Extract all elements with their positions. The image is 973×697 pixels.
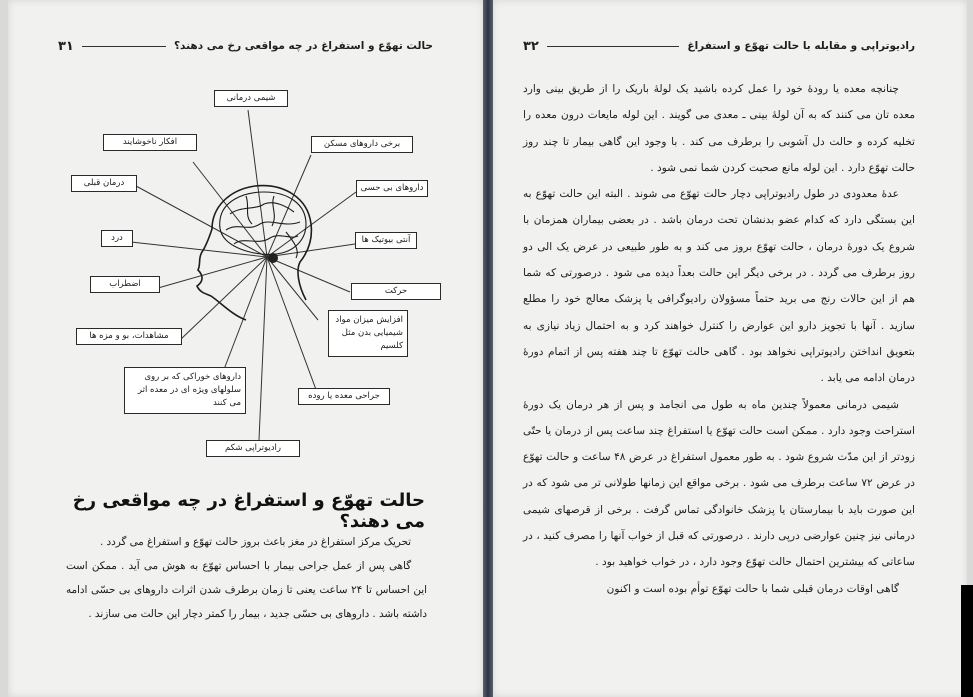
label-past-treatment: درمان قبلی xyxy=(71,175,137,192)
left-page-number: ۳۱ xyxy=(58,38,74,54)
label-abdominal-radiotherapy: رادیوتراپی شکم xyxy=(206,440,300,457)
paragraph: گاهی پس از عمل جراحی بیمار با احساس تهوّع به هوش می آید . ممکن است این احساس تا ۲۴ ساعت یعنی تا زمان برطرف شدن اثرات داروهای بی حسّی ادامه داشته باشد . داروهای بی حسّی جدید ، بیمار را کمتر دچار این حالت می سازند . xyxy=(66,560,427,620)
paragraph: چنانچه معده یا رودهٔ خود را عمل کرده باشید یک لولهٔ باریک را از طریق بینی وارد معده تان می کنند که به آن لولهٔ بینی ـ معدی می گویند . این لوله مایعات درون معده را تخلیه کرده و حالت دل آشوبی را برطرف می کند . با وجود این گاهی بیمار تا چند روز حالت تهوّع دارد . این لوله مانع صحبت کردن شما نمی شود . xyxy=(523,83,915,174)
right-page-number: ۳۲ xyxy=(523,38,539,54)
vomiting-center-marker xyxy=(268,253,278,263)
paragraph: شیمی درمانی معمولاً چندین ماه به طول می انجامد و پس از هر درمان یک دورهٔ استراحت وجود دارد . ممکن است حالت تهوّع یا استفراغ چند ساعت پس از درمان یا حتّی زودتر از این مدّت شروع شود . به طور معمول استفراغ در عرض ۴۸ ساعت و حالت تهوّع در عرض ۷۲ ساعت برطرف می شود . برخی مواقع این زمانها طولانی تر می شود که در این صورت باید با بیمارستان یا پزشک خانوادگی تماس گرفت . برخی از قرصهای شیمی درمانی نیز چنین عوارضی درپی دارند . درصورتی که قبل از خواب آنها را مصرف کنید ، در ساعاتی که بیشترین احتمال حالت تهوّع وجود دارد ، در خواب خواهید بود . xyxy=(523,398,915,569)
left-running-head-title: حالت تهوّع و استفراغ در چه مواقعی رخ می دهند؟ xyxy=(173,40,433,52)
left-page-body xyxy=(66,530,427,626)
right-page xyxy=(493,0,967,697)
running-head-rule xyxy=(547,46,680,47)
label-sedatives: برخی داروهای مسکن xyxy=(311,136,413,153)
label-antibiotics: آنتی بیوتیک ها xyxy=(355,232,417,249)
vomiting-causes-diagram xyxy=(8,0,483,480)
paragraph: عدهٔ معدودی در طول رادیوتراپی دچار حالت تهوّع می شوند . البته این حالت تهوّع به این بستگی دارد که کدام عضو بدنشان تحت درمان باشد . در بعضی بیماران همزمان با شروع یک دورهٔ درمان ، حالت تهوّع بروز می کند و به طور طبیعی در عرض یک الی دو روز برطرف می گردد . در برخی دیگر این حالت بعداً دیده می شود . درصورتی که شما هم از این حالات رنج می برید حتماً مسؤولان رادیوگرافی یا پزشک معالج خود را مطلع سازید . آنها با تجویز دارو این عوارض را کنترل خواهند کرد و به احتمال زیاد نیازی به بتعویق انداختن رادیوتراپی نخواهد بود . گاهی حالت تهوّع تا چند هفته پس از اتمام دورهٔ درمان ادامه می یابد . xyxy=(523,188,915,385)
paragraph: تحریک مرکز استفراغ در مغز باعث بروز حالت تهوّع و استفراغ می گردد . xyxy=(100,536,411,548)
label-anxiety: اضطراب xyxy=(90,276,160,293)
book-spine xyxy=(483,0,493,697)
right-running-head-title: رادیوتراپی و مقابله با حالت تهوّع و استفراغ xyxy=(687,40,915,52)
label-sights-smells-tastes: مشاهدات، بو و مزه ها xyxy=(76,328,182,345)
label-chemical-levels: افزایش میزان مواد شیمیایی بدن مثل کلسیم xyxy=(328,310,408,357)
right-page-body xyxy=(523,76,915,602)
paragraph: گاهی اوقات درمان قبلی شما با حالت تهوّع توأم بوده است و اکنون xyxy=(606,582,899,595)
label-movement: حرکت xyxy=(351,283,441,300)
scan-edge-shadow xyxy=(961,585,973,697)
label-pain: درد xyxy=(101,230,133,247)
left-page xyxy=(8,0,483,697)
label-anesthetics: داروهای بی حسی xyxy=(356,180,428,197)
label-gastro-surgery: جراحی معده یا روده xyxy=(298,388,390,405)
label-unpleasant-thoughts: افکار ناخوشایند xyxy=(103,134,197,151)
right-running-head xyxy=(523,36,915,56)
section-heading: حالت تهوّع و استفراغ در چه مواقعی رخ می دهند؟ xyxy=(72,490,425,532)
label-oral-drugs: داروهای خوراکی که بر روی سلولهای ویژه ای در معده اثر می کنند xyxy=(124,367,246,414)
label-chemotherapy: شیمی درمانی xyxy=(214,90,288,107)
